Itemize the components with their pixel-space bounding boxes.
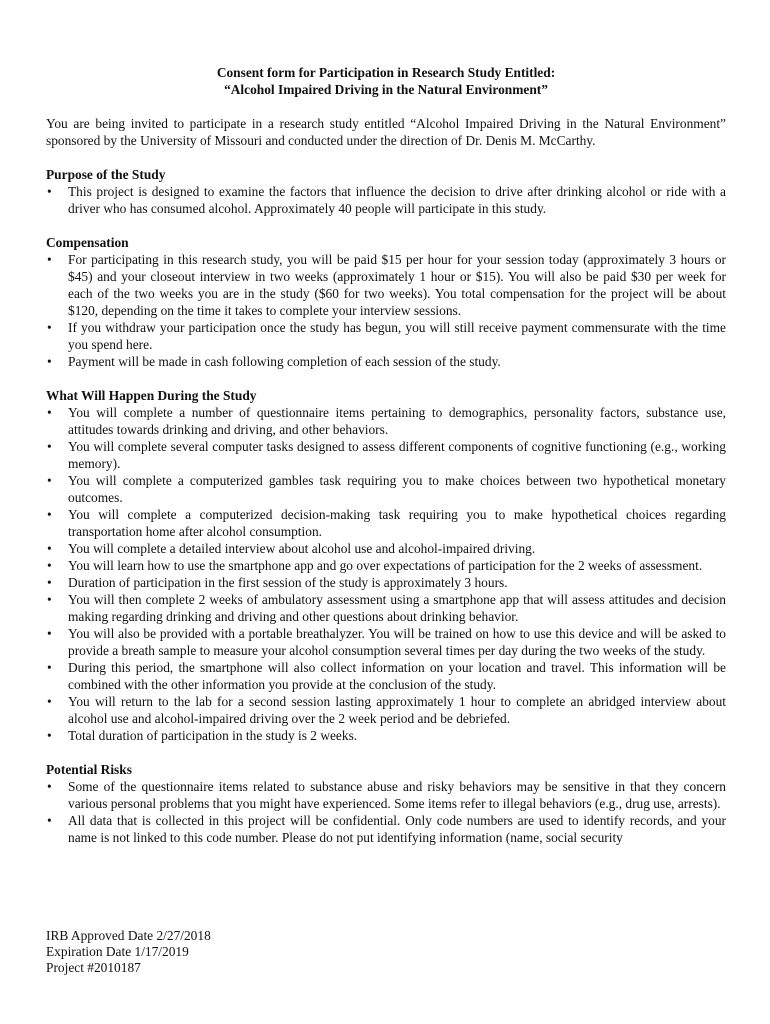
section-purpose bbox=[46, 166, 726, 217]
list-item: • You will also be provided with a portable breathalyzer. You will be trained on how to use this device and will be asked to provide a breath sample to measure your alcohol consumption several times per day during the two weeks of the study. bbox=[46, 625, 726, 659]
list-item: • You will learn how to use the smartphone app and go over expectations of participation for the 2 weeks of assessment. bbox=[46, 557, 726, 574]
section-risks bbox=[46, 761, 726, 846]
section-heading: Potential Risks bbox=[46, 762, 132, 777]
list-item: • Some of the questionnaire items related to substance abuse and risky behaviors may be sensitive in that they concern various personal problems that you might have experienced. Some items refer to illegal behaviors (e.g., drug use, arrests). bbox=[46, 778, 726, 812]
list-item: • All data that is collected in this project will be confidential. Only code numbers are used to identify records, and your name is not linked to this code number. Please do not put identifying information (name, social security bbox=[46, 812, 726, 846]
section-heading: What Will Happen During the Study bbox=[46, 388, 257, 403]
list-item: • Payment will be made in cash following completion of each session of the study. bbox=[46, 353, 726, 370]
list-item: • If you withdraw your participation once the study has begun, you will still receive payment commensurate with the time you spend here. bbox=[46, 319, 726, 353]
list-item: • Total duration of participation in the study is 2 weeks. bbox=[46, 727, 726, 744]
list-item: • You will complete a computerized gambles task requiring you to make choices between two hypothetical monetary outcomes. bbox=[46, 472, 726, 506]
bullet-list bbox=[46, 183, 726, 217]
list-item: • During this period, the smartphone will also collect information on your location and travel. This information will be combined with the other information you provide at the conclusion of the study. bbox=[46, 659, 726, 693]
list-item: • You will complete a computerized decision-making task requiring you to make hypothetical choices regarding transportation home after alcohol consumption. bbox=[46, 506, 726, 540]
title-line-2: “Alcohol Impaired Driving in the Natural Environment” bbox=[224, 82, 548, 97]
intro-paragraph: You are being invited to participate in a research study entitled “Alcohol Impaired Driving in the Natural Environment” sponsored by the University of Missouri and conducted under the direction of Dr. Denis M. McCarthy. bbox=[46, 116, 726, 148]
section-heading: Purpose of the Study bbox=[46, 167, 166, 182]
list-item: • You will complete a detailed interview about alcohol use and alcohol-impaired driving. bbox=[46, 540, 726, 557]
irb-approved-date: IRB Approved Date 2/27/2018 bbox=[46, 928, 211, 943]
section-compensation bbox=[46, 234, 726, 370]
consent-form-body bbox=[46, 64, 726, 846]
bullet-list bbox=[46, 778, 726, 846]
form-title bbox=[46, 64, 726, 98]
list-item: • Duration of participation in the first session of the study is approximately 3 hours. bbox=[46, 574, 726, 591]
bullet-list bbox=[46, 251, 726, 370]
bullet-list bbox=[46, 404, 726, 744]
list-item: • You will complete a number of questionnaire items pertaining to demographics, personality factors, substance use, attitudes towards drinking and driving, and other behaviors. bbox=[46, 404, 726, 438]
list-item: • You will then complete 2 weeks of ambulatory assessment using a smartphone app that will assess attitudes and decision making regarding drinking and driving and other questions about drinking behavior. bbox=[46, 591, 726, 625]
page-footer bbox=[46, 928, 211, 976]
section-heading: Compensation bbox=[46, 235, 129, 250]
list-item: • You will return to the lab for a second session lasting approximately 1 hour to complete an abridged interview about alcohol use and alcohol-impaired driving over the 2 week period and be debriefed. bbox=[46, 693, 726, 727]
expiration-date: Expiration Date 1/17/2019 bbox=[46, 944, 189, 959]
list-item: • This project is designed to examine the factors that influence the decision to drive after drinking alcohol or ride with a driver who has consumed alcohol. Approximately 40 people will participate in this study. bbox=[46, 183, 726, 217]
title-line-1: Consent form for Participation in Research Study Entitled: bbox=[216, 65, 556, 80]
section-procedures bbox=[46, 387, 726, 744]
project-number: Project #2010187 bbox=[46, 960, 141, 975]
list-item: • You will complete several computer tasks designed to assess different components of cognitive functioning (e.g., working memory). bbox=[46, 438, 726, 472]
list-item: • For participating in this research study, you will be paid $15 per hour for your session today (approximately 3 hours or $45) and your closeout interview in two weeks (approximately 1 hour or $15). You will also be paid $30 per week for each of the two weeks you are in the study ($60 for two weeks). You total compensation for the project will be about $120, depending on the time it takes to complete your interview sessions. bbox=[46, 251, 726, 319]
